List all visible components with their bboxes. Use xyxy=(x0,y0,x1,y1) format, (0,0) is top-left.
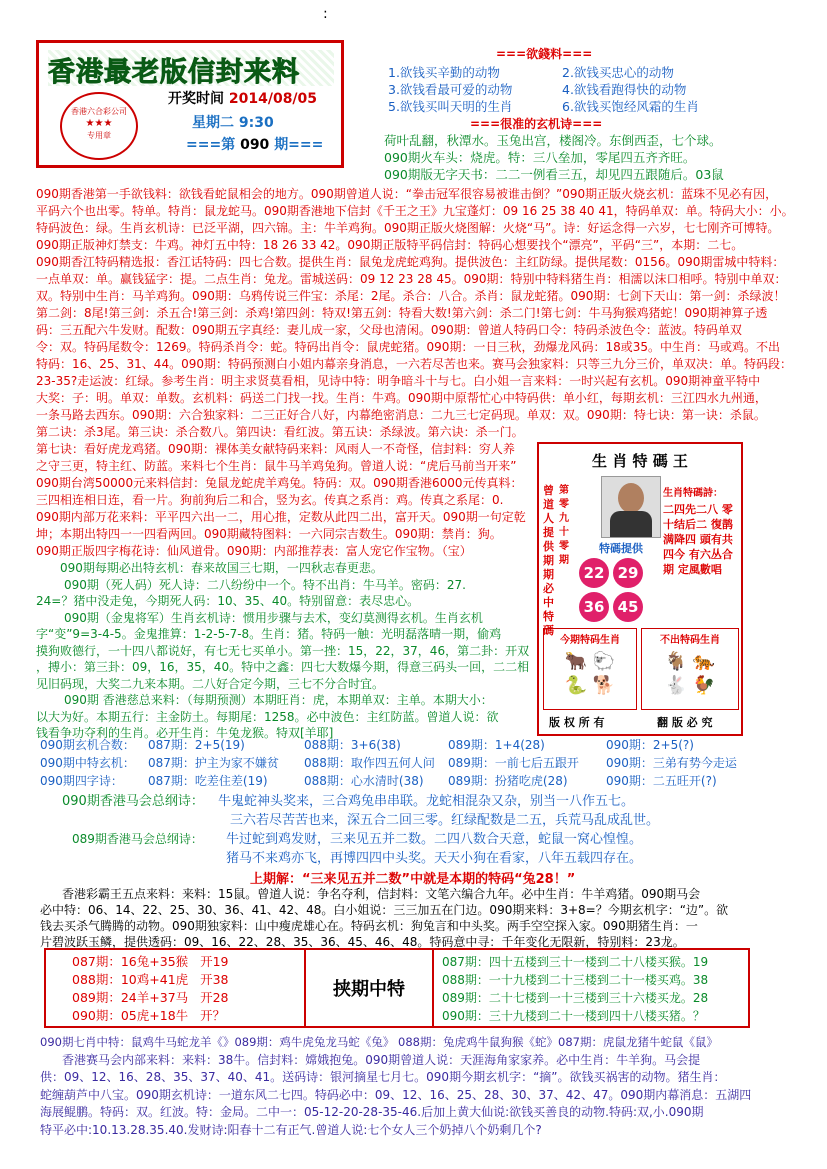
poem-text: 三六若尽苦苦也来，深五合二回三零。红绿配数是二五，兵荒马乱成乱世。 xyxy=(230,813,660,828)
cards-block xyxy=(40,736,800,790)
main-line: 特码波色：绿。生肖玄机诗：已泛平湖，四六锦。主：牛羊鸡狗。090期正版火烧图解：火烧“马”。诗：好运念得一六岁，七七刚齐可博特。 xyxy=(36,221,780,235)
main-line: 一点单双：单。赢钱猛字：提。二点生肖：兔龙。雷城送码：09 12 23 28 45。090期：特别中特料猪生肖：相濡以沫口相呼。特别中单双： xyxy=(36,272,787,286)
card-087: 087期：2+5(19) xyxy=(148,738,245,752)
seal-stars: ★★★ xyxy=(85,118,113,129)
issue-prefix: ===第 xyxy=(186,137,236,153)
main-line: 令：双。特码尾数令：1269。特码杀肖令：蛇。特码出肖令：鼠虎蛇猪。090期：一日三秋，劲爆龙风码：18或35。中生肖：马或鸡。不出 xyxy=(36,340,780,354)
horse-block xyxy=(40,886,810,950)
main-line: 090期内部万花来料：平平四六出一二，用心推，定数从此四二出，富开天。090期一句定乾 xyxy=(36,510,526,524)
main-line: 第二剑：8尾!第三剑：杀五合!第三剑：杀鸡!第四剑：特双!第五剑：特看大数!第六剑：杀二门!第七剑：牛马狗猴鸡猪蛇！090期神算子透 xyxy=(36,306,768,320)
main-line: 23-35?走运波：红绿。参考生肖：明主求贤莫看相，见诗中特：明争暗斗十与七。白小姐一言来料：一时兴起有玄机。090期神童平特中 xyxy=(36,374,761,388)
bottom-left-rows xyxy=(46,950,304,1025)
train-line: 090期火车头：烧虎。特：三八垒加，零尾四五齐齐旺。 xyxy=(384,150,696,165)
card-089: 089期：1+4(28) xyxy=(448,738,545,752)
green-line: 090期 香港慈总来料：（每期预测）本期旺肖：虎，本期单双：主单。本期大小： xyxy=(64,693,493,707)
green-line: 090期（金鬼将军）生肖玄机诗：惯用步骤与去术，变幻莫测得玄机。生肖玄机 xyxy=(64,610,483,625)
rooster-icon: 🐓 xyxy=(692,675,716,696)
footer-line: 香港赛马会内部来料：来料：38牛。信封料：嫦娥抱兔。090期曾道人说：天涯海角家家养。必中生肖：牛羊狗。马会提 xyxy=(62,1052,701,1067)
poem-heading: ===很准的玄机诗=== xyxy=(470,117,603,131)
main-text-block xyxy=(36,186,796,441)
poem-text: 牛过蛇到鸡发财，三来见五并二数。二四八数合天意，蛇鼠一窝心惶惶。 xyxy=(226,832,643,847)
right-label: 生肖特碼詩： xyxy=(663,488,723,499)
right-poem: 二四先二八 零十结后二 復鹊满降四 頭有共四今 有六丛合期 定風數唱 xyxy=(663,503,733,576)
main-line: 090期正版神灯禁支：牛鸡。神灯五中特：18 26 33 42。090期正版特平码信封：特码心想要找个“漂亮”，平码“三”，本期：二七。 xyxy=(36,238,744,252)
zodiac-left-vertical: 曾道人提供期期必中特碼 xyxy=(543,484,554,637)
row-code: 10鸡+41虎 xyxy=(120,972,189,987)
row-open: 开28 xyxy=(200,990,229,1005)
footer-line: 090期七肖中特：鼠鸡牛马蛇龙羊《》089期：鸡牛虎兔龙马蛇《兔》 088期：兔虎鸡牛鼠狗猴《蛇》087期：虎鼠龙猪牛蛇鼠《鼠》 xyxy=(40,1035,718,1049)
poem-line: 荷叶乱翻，秋潭水。玉兔出宫，楼阁冷。东倒西歪，七个球。 xyxy=(384,133,722,148)
poem-text: 猪马不来鸡亦飞，再博四四中头奖。天天小狗在看家，八年五载四存在。 xyxy=(226,851,643,866)
row-open: 开19 xyxy=(200,954,229,969)
win-zodiac-box xyxy=(543,628,637,710)
money-item-2: 2.欲钱买忠心的动物 xyxy=(562,65,674,80)
card-089: 089期：一前七后五跟开 xyxy=(448,756,579,770)
row-code: 16兔+35猴 xyxy=(120,954,189,969)
main-line: 坤；本期出特四一一四看两回。090期藏特图料：一六同宗吉数生。090期：禁肖：狗。 xyxy=(36,527,502,541)
poem-row xyxy=(40,811,810,830)
issue-suffix: 期=== xyxy=(274,137,324,153)
money-item-5: 5.欲钱买叫天明的生肖 xyxy=(388,99,513,114)
ball-36: 36 xyxy=(579,592,609,622)
footer-line: 供：09、12、16、28、35、37、40、41。送码诗：银河摘星七月七。090期今期玄机字：“摘”。欲钱买祸害的动物。猪生肖： xyxy=(40,1070,726,1084)
bottom-mid-title: 挟期中特 xyxy=(306,948,432,1028)
main-line: 090期香江特码精选报：香江话特码：四七合数。提供生肖：鼠兔龙虎蛇鸡狗。提供波色：主红防绿。提供尾数：0156。090期雷城中特料： xyxy=(36,255,785,269)
poem-row xyxy=(40,792,810,811)
card-087: 087期：护主为家不嫌贫 xyxy=(148,756,279,770)
poem-block xyxy=(40,792,810,868)
card-090: 090期：三弟有势今走运 xyxy=(606,756,737,770)
zodiac-box-title: 生 肖 特 碼 王 xyxy=(592,452,688,470)
card-088: 088期：3+6(38) xyxy=(304,738,401,752)
card-label: 090期玄机合数： xyxy=(40,738,135,752)
bottom-right-row: 090期：三十九楼到二十一楼到四十八楼买猪。？ xyxy=(442,1009,705,1023)
main-line: 第七诀：看好虎龙鸡猪。090期：裸体美女献特码来料：风雨人一不奇怪，信封料：穷人养 xyxy=(36,442,515,456)
green-line: 字“变”9=3-4-5。金鬼推算：1-2-5-7-8。生肖：猪。特码一触：光明磊落晴一期，偷鸡 xyxy=(36,627,502,641)
bottom-right-box xyxy=(432,948,750,1028)
main-line: 090期香港第一手欲钱料：欲钱看蛇鼠相会的地方。090期曾道人说：“拳击冠军很容易被谁击倒？”090期正版火烧玄机：蓝珠不见必有因， xyxy=(36,187,778,201)
ox-icon: 🐂 xyxy=(564,651,588,672)
row-issue: 087期： xyxy=(72,954,121,969)
noword-line: 090期版无字天书：二二一例看三五，却见四五跟随后。03鼠 xyxy=(384,167,724,182)
horse-line: 钱去买杀气腾腾的动物。090期独家料：山中瘦虎雄心在。特码玄机：狗兔言和中头奖。两手空空探入家。090期猪生肖：一 xyxy=(40,919,698,933)
seal-bottom-text: 专用章 xyxy=(87,131,111,140)
green-line: 以大为好。本期五行：主金防土。每期尾：1258。必中波色：主红防蓝。曾道人说：欲 xyxy=(36,709,499,724)
footer-line: 蛇缠葫芦中八宝。090期玄机诗：一道东风二七四。特码必中：09、12、16、25、28、30、37、42、47。090期内幕消息：五湖四 xyxy=(40,1087,752,1102)
footer-line: 特平必中:10.13.28.35.40.发财诗:阳春十二有正气.曾道人说:七个女人三个奶掉八个奶剩几个? xyxy=(40,1122,542,1137)
draw-date xyxy=(168,88,317,108)
footer-line: 海展鲲鹏。特码：双。红波。特：金局。二中一：05-12-20-28-35-46.后加上黄大仙说:欲钱买善良的动物.特码:双,小.090期 xyxy=(40,1105,704,1119)
main-line: 特码：16、25、31、44。090期：特码预测白小姐内幕亲身消息，一六若尽苦也来。赛马会独家料：只等三九分三价，单双决：单。特码段： xyxy=(36,357,792,371)
main-line: 一条马路去西东。090期：六合独家料：二三正好合八好，内幕绝密消息：二九三七定码现。单双：双。090期：特七诀：第一诀：杀鼠。 xyxy=(36,408,766,422)
green-line: 见旧码现，大奖二九来本期。二八好合定今期，三七不分合时宜。 xyxy=(36,676,385,691)
copyright-right: 翻 版 必 究 xyxy=(657,716,713,729)
card-088: 088期：取作四五何人问 xyxy=(304,756,435,770)
bottom-left-row xyxy=(72,1007,304,1025)
bottom-right-row: 088期：一十九楼到二十三楼到二十一楼买鸡。38 xyxy=(442,973,709,987)
horse-line: 香港彩霸王五点来料：来料：15鼠。曾道人说：争名夺利，信封料：文笔六编合九年。必中生肖：牛羊鸡猪。090期马会 xyxy=(62,887,701,901)
horse-line: 必中特：06、14、22、25、30、36、41、42、48。白小姐说：三三加五在门边。090期来料：3+8=？今期玄机字：“边”。欲 xyxy=(40,903,729,917)
bottom-left-box xyxy=(44,948,306,1028)
bottom-right-rows xyxy=(434,950,748,1025)
time-value: 9:30 xyxy=(238,115,274,131)
money-item-6: 6.欲钱买饱经风霜的生肖 xyxy=(562,99,699,114)
poem-label: 089期香港马会总纲诗： xyxy=(72,832,203,846)
green-line: ，搏小：第三卦：09，16，35，40。特中之鑫：四七大数爆今期，得意三码头一回，二二相 xyxy=(36,660,530,674)
zodiac-left-vertical-2: 第零九十零期 xyxy=(559,485,569,566)
tiger-icon: 🐅 xyxy=(692,651,716,672)
win-label: 今期特码生肖 xyxy=(560,635,620,646)
green-line: 摸狗败德行，一十四八都说好，有七无七买单小。第一挫：15，22，37，46，第二卦：开双 xyxy=(36,643,530,658)
footer-block xyxy=(40,1034,810,1139)
card-088: 088期：心水清时(38) xyxy=(304,774,424,788)
ball-22: 22 xyxy=(579,558,609,588)
issue-number: 090 xyxy=(240,137,270,153)
seal-top-text: 香港六合彩公司 xyxy=(71,107,127,116)
ball-29: 29 xyxy=(613,558,643,588)
money-heading: ===欲錢料=== xyxy=(496,47,593,61)
company-seal xyxy=(60,92,138,160)
row-open: 开？ xyxy=(200,1008,226,1023)
card-090: 090期：二五旺开(?) xyxy=(606,774,717,788)
bottom-right-row: 089期：二十七楼到一十三楼到三十六楼买龙。28 xyxy=(442,991,709,1005)
zodiac-animal-icons xyxy=(544,650,636,698)
card-087: 087期：吃差住差(19) xyxy=(148,774,268,788)
goat-icon: 🐐 xyxy=(664,651,688,672)
main-line: 090期台湾50000元来料信封：兔鼠龙蛇虎羊鸡兔。特码：双。090期香港6000元传真料： xyxy=(36,476,523,490)
card-row xyxy=(40,736,800,754)
green-line: 钱看争功夺利的生肖。必开生肖：牛兔龙猴。特双[羊耶] xyxy=(36,726,334,740)
money-item-1: 1.欲钱买辛勤的动物 xyxy=(388,65,500,80)
green-line: 24=？猪中没走兔，今期死人码：10、35、40。特别留意：表尽忠心。 xyxy=(36,594,420,608)
bottom-left-row xyxy=(72,953,304,971)
poem-label: 090期香港马会总纲诗： xyxy=(62,794,204,809)
row-open: 开38 xyxy=(200,972,229,987)
rabbit-icon: 🐇 xyxy=(664,675,688,696)
copyright-left: 版 权 所 有 xyxy=(549,716,605,729)
provide-label: 特碼提供 xyxy=(599,542,643,555)
card-label: 090期中特玄机： xyxy=(40,756,135,770)
date-label: 开奖时间 xyxy=(168,91,224,107)
top-dot: : xyxy=(323,6,328,22)
green-line: 090期（死人码）死人诗：二八纷纷中一个。特不出肖：牛马羊。密码：27. xyxy=(64,577,466,592)
dog-icon: 🐕 xyxy=(592,675,616,696)
week-label: 星期二 xyxy=(192,115,234,131)
card-090: 090期：2+5(?) xyxy=(606,738,694,752)
zodiac-animal-icons-2 xyxy=(642,650,738,698)
date-value: 2014/08/05 xyxy=(228,91,318,107)
lose-zodiac-box xyxy=(641,628,739,710)
green-line: 090期每期必出特玄机：春来故国三七期，一四秋志春更悲。 xyxy=(60,561,383,575)
card-row xyxy=(40,772,800,790)
poem-row xyxy=(40,849,810,868)
money-item-4: 4.欲钱看跑得快的动物 xyxy=(562,82,687,97)
bottom-left-row xyxy=(72,971,304,989)
poem-row xyxy=(40,830,810,849)
main-line: 第二诀：杀3尾。第三诀：杀合数八。第四诀：看红波。第五诀：杀绿波。第六诀：杀一门。 xyxy=(36,425,524,439)
horse-line: 片碧波跃玉鳞，提供透码：09、16、22、28、35、36、45、46、48。特码意中寻：千年变化无限新，特别料：23龙。 xyxy=(40,935,685,949)
green-block xyxy=(36,560,534,742)
zodiac-code-box xyxy=(537,442,743,736)
bottom-right-row: 087期：四十五楼到三十一楼到二十八楼买猴。19 xyxy=(442,955,709,969)
ball-45: 45 xyxy=(613,592,643,622)
bottom-left-row xyxy=(72,989,304,1007)
draw-time xyxy=(192,112,274,132)
card-row xyxy=(40,754,800,772)
poem-text: 牛鬼蛇神头奖来，三合鸡兔串串联。龙蛇相混杂又杂，别当一八作五七。 xyxy=(218,794,635,809)
main-line: 三四相连相日连，看一片。狗前狗后二和合，竖为玄。传真之系肖：鸡。传真之系尾：0. xyxy=(36,493,504,507)
issue-line xyxy=(186,134,323,154)
main-line: 码：三五配六牛发财。配数：090期五字真经：妻儿成一家，父母也清闲。090期：曾道人特码口令：特码杀波色令：蓝波。特码单双 xyxy=(36,323,742,337)
main-line: 大奖：子：明。单双：单数。玄机料：码送二门找一找。生肖：牛鸡。090期中原帮忙心中特码供：单小红，每期玄机：三江四水九州通， xyxy=(36,391,767,405)
lose-label: 不出特码生肖 xyxy=(660,635,720,646)
main-line: 090期正版四字梅花诗：仙风道骨。090期：内部推荐表：富人宠它作宝物。（宝） xyxy=(36,544,472,558)
row-code: 05虎+18牛 xyxy=(120,1008,189,1023)
review-line: 上期解：“三来见五并二数”中就是本期的特码“兔28！” xyxy=(250,872,576,887)
card-label: 090期四字诗： xyxy=(40,774,123,788)
portrait xyxy=(601,476,661,538)
row-code: 24羊+37马 xyxy=(120,990,189,1005)
main-line: 平码六个也出零。特单。特肖：鼠龙蛇马。090期香港地下信封《千王之王》九宝蓬灯：09 16 25 38 40 41，特码单双：单。特码大小：小。 xyxy=(36,204,794,218)
main-line: 之守三更，特主红、防蓝。来料七个生肖：鼠牛马羊鸡兔狗。曾道人说：“虎后马前当开来” xyxy=(36,459,517,473)
sheep-icon: 🐑 xyxy=(592,651,616,672)
row-issue: 089期： xyxy=(72,990,121,1005)
card-089: 089期：扮猪吃虎(28) xyxy=(448,774,568,788)
main-text-narrow xyxy=(36,441,534,560)
main-line: 双。特别中生肖：马羊鸡狗。090期：乌鸦传说三件宝：杀尾：2尾。杀合：八合。杀肖：鼠龙蛇猪。090期：七剑下天山：第一剑：杀绿波！ xyxy=(36,289,786,303)
row-issue: 088期： xyxy=(72,972,121,987)
snake-icon: 🐍 xyxy=(564,675,588,696)
page-title: 香港最老版信封来料 xyxy=(48,50,334,86)
money-item-3: 3.欲钱看最可爱的动物 xyxy=(388,82,513,97)
row-issue: 090期： xyxy=(72,1008,121,1023)
